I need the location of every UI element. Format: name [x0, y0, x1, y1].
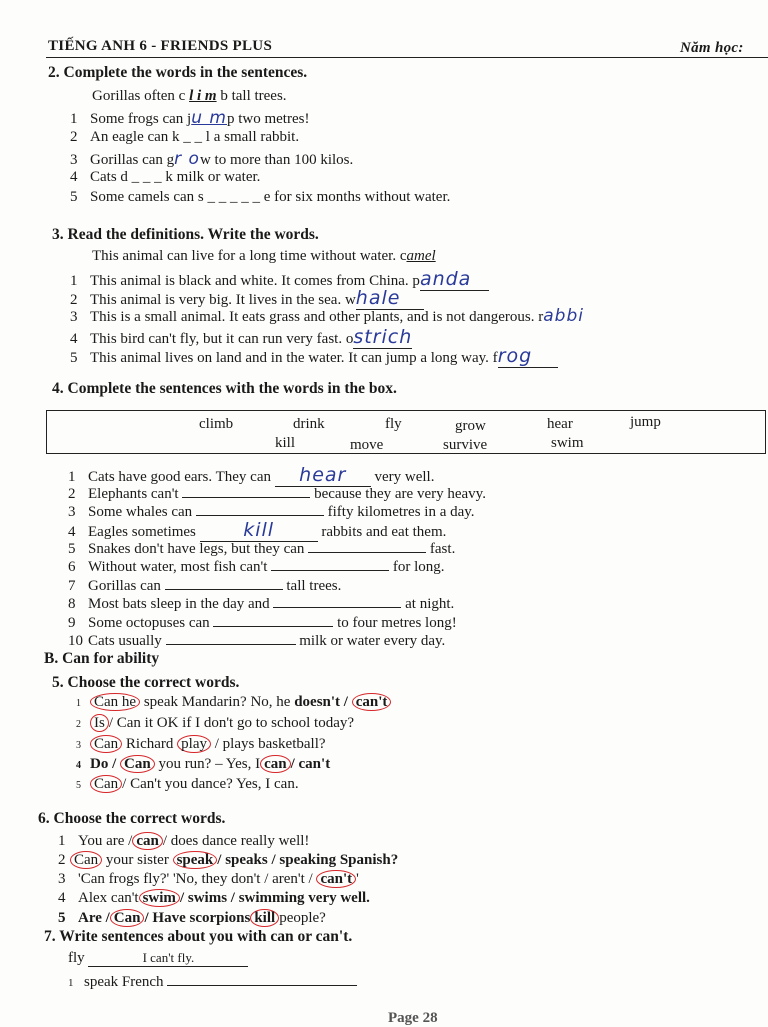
item-text: Some frogs can j — [90, 111, 192, 127]
item-number: 5 — [58, 910, 66, 926]
item-text: 'Can frogs fly?' 'No, they don't / aren't / — [78, 871, 313, 887]
circled-answer: Can — [90, 775, 122, 793]
circled-answer: Can — [90, 735, 122, 753]
example-label: fly — [68, 950, 85, 966]
item-text: Richard — [122, 736, 178, 752]
item-text-end: people? — [279, 910, 326, 926]
item-text: Cats have good ears. They can — [88, 469, 271, 485]
item-text-end: / speaks / speaking Spanish? — [217, 852, 399, 868]
example-text: This animal can live for a long time without water. c — [92, 248, 407, 264]
item-number: 3 — [70, 309, 78, 325]
item-text: speak Mandarin? No, he — [140, 694, 295, 710]
section-3-title: 3. Read the definitions. Write the words. — [52, 226, 319, 243]
s4-item-3 — [68, 501, 475, 521]
s4-item-9 — [68, 612, 457, 632]
item-text: This is a small animal. It eats grass and other plants, and is not dangerous. r — [90, 309, 544, 325]
item-text-end: / can't — [290, 756, 331, 772]
answer-blank — [167, 971, 357, 986]
example-answer: l i m — [189, 88, 217, 104]
item-number: 1 — [68, 469, 76, 485]
item-text-end: at night. — [405, 596, 455, 612]
circled-answer: Can he — [90, 693, 140, 711]
s3-item-5 — [70, 345, 558, 367]
item-text: Without water, most fish can't — [88, 559, 268, 575]
handwritten-answer: hale — [356, 287, 425, 310]
box-word-survive: survive — [443, 437, 488, 453]
box-word-climb: climb — [199, 416, 234, 432]
handwritten-answer: strich — [353, 326, 413, 348]
item-text: Cats usually — [88, 633, 162, 649]
s2-item-1 — [70, 108, 309, 128]
item-number: 8 — [68, 596, 76, 612]
item-number: 9 — [68, 615, 76, 631]
item-text: This animal is very big. It lives in the sea. w — [90, 292, 356, 308]
item-text: Most bats sleep in the day and — [88, 596, 270, 612]
item-number: 4 — [76, 760, 81, 771]
item-text-end: / does dance really well! — [162, 833, 310, 849]
item-text: This bird can't fly, but it can run very fast. o — [90, 331, 354, 347]
example-answer: I can't fly. — [88, 950, 248, 967]
item-text-end: / plays basketball? — [210, 736, 326, 752]
s4-item-5 — [68, 538, 455, 558]
handwritten-answer: hear — [275, 464, 371, 487]
item-text-end: because they are very heavy. — [314, 486, 486, 502]
section-4-title: 4. Complete the sentences with the words in the box. — [52, 380, 397, 397]
school-year-label: Năm học: — [680, 40, 744, 56]
box-word-swim: swim — [551, 435, 584, 451]
item-text: Gorillas can g — [90, 152, 175, 168]
option-text: Do / — [90, 756, 117, 772]
answer-blank — [182, 483, 310, 498]
item-text: Cats d _ _ _ k milk or water. — [90, 169, 261, 185]
box-word-fly: fly — [385, 416, 402, 432]
s4-item-6 — [68, 556, 445, 576]
item-number: 1 — [68, 977, 74, 989]
item-number: 10 — [68, 633, 83, 649]
s5-item-2 — [76, 714, 354, 732]
section-2-example — [92, 88, 287, 105]
s6-item-2 — [58, 851, 398, 869]
item-number: 5 — [70, 350, 78, 366]
item-number: 2 — [76, 719, 81, 730]
item-text-end: very well. — [374, 469, 435, 485]
s4-item-7 — [68, 575, 341, 595]
item-text-end: for long. — [392, 559, 445, 575]
answer-blank — [271, 556, 389, 571]
item-number: 1 — [76, 698, 81, 709]
item-number: 3 — [58, 871, 66, 887]
circled-answer: Can — [70, 851, 102, 869]
item-text: your sister — [102, 852, 173, 868]
box-word-hear: hear — [547, 416, 573, 432]
item-number: 3 — [76, 740, 81, 751]
item-text-end: w to more than 100 kilos. — [199, 152, 354, 168]
section-5-title: 5. Choose the correct words. — [52, 674, 240, 691]
section-7-title: 7. Write sentences about you with can or can't. — [44, 928, 353, 945]
item-text: / Have scorpions — [144, 910, 251, 926]
item-text: / Can it OK if I don't go to school today? — [108, 715, 355, 731]
answer-blank — [196, 501, 324, 516]
item-text-end: rabbits and eat them. — [321, 524, 447, 540]
page-number: Page 28 — [388, 1010, 438, 1026]
s5-item-4 — [76, 755, 330, 773]
item-text: This animal lives on land and in the water. It can jump a long way. f — [90, 350, 498, 366]
s6-item-1 — [58, 832, 309, 850]
answer-blank — [308, 538, 426, 553]
circled-answer: play — [177, 735, 211, 753]
s7-example — [68, 950, 248, 967]
s6-item-4 — [58, 889, 370, 907]
item-number: 5 — [70, 189, 78, 205]
handwritten-answer: abbi — [543, 306, 584, 326]
handwritten-answer: u m — [191, 108, 227, 128]
circled-answer: Can — [120, 755, 155, 773]
s4-item-8 — [68, 593, 454, 613]
option-text: doesn't / — [294, 694, 348, 710]
answer-blank — [166, 630, 296, 645]
example-answer: amel — [406, 248, 436, 264]
handwritten-answer: kill — [200, 519, 318, 542]
box-word-jump: jump — [630, 414, 661, 430]
box-word-move: move — [350, 437, 384, 453]
s7-item-1 — [68, 971, 357, 991]
section-2-title: 2. Complete the words in the sentences. — [48, 64, 308, 81]
item-text: Some octopuses can — [88, 615, 210, 631]
box-word-grow: grow — [455, 418, 486, 434]
item-number: 4 — [70, 169, 78, 185]
s4-item-2 — [68, 483, 486, 503]
handwritten-answer: r o — [174, 149, 200, 169]
box-word-drink: drink — [293, 416, 325, 432]
item-text-end: tall trees. — [286, 578, 342, 594]
item-text: Some camels can s _ _ _ _ _ e for six months without water. — [90, 189, 451, 205]
item-text: Snakes don't have legs, but they can — [88, 541, 305, 557]
section-6-title: 6. Choose the correct words. — [38, 810, 226, 827]
item-text: You are / — [78, 833, 133, 849]
circled-answer: speak — [173, 851, 218, 869]
item-number: 2 — [68, 486, 76, 502]
circled-answer: can — [132, 832, 163, 850]
answer-blank — [165, 575, 283, 590]
s6-item-5 — [58, 909, 326, 927]
item-number: 4 — [58, 890, 66, 906]
part-b-title: B. Can for ability — [44, 650, 160, 667]
answer-blank — [213, 612, 333, 627]
s5-item-1 — [76, 693, 391, 711]
header-rule — [46, 57, 768, 58]
item-text: you run? – Yes, I — [154, 756, 261, 772]
item-number: 4 — [70, 331, 78, 347]
item-text: speak French — [84, 974, 164, 990]
item-number: 3 — [70, 152, 78, 168]
item-text: Gorillas can — [88, 578, 161, 594]
item-text-end: fifty kilometres in a day. — [327, 504, 475, 520]
item-text-end: fast. — [429, 541, 456, 557]
box-word-kill: kill — [275, 435, 296, 451]
item-text: This animal is black and white. It comes from China. p — [90, 273, 420, 289]
item-text-end: p two metres! — [226, 111, 310, 127]
s2-item-5 — [70, 189, 450, 206]
circled-answer: can't — [316, 870, 356, 888]
item-number: 4 — [68, 524, 76, 540]
s4-item-10 — [68, 630, 445, 650]
item-number: 6 — [68, 559, 76, 575]
s5-item-5 — [76, 775, 299, 793]
s2-item-2 — [70, 129, 299, 146]
item-text: Alex can't — [78, 890, 139, 906]
item-text: Are / — [78, 910, 110, 926]
section-3-example — [92, 248, 436, 265]
s5-item-3 — [76, 735, 326, 753]
item-number: 2 — [58, 852, 66, 868]
item-number: 5 — [76, 780, 81, 791]
item-number: 7 — [68, 578, 76, 594]
item-number: 1 — [70, 111, 78, 127]
word-box — [46, 410, 766, 454]
circled-answer: can — [260, 755, 291, 773]
example-text-end: b tall trees. — [216, 88, 287, 104]
item-number: 1 — [70, 273, 78, 289]
item-number: 5 — [68, 541, 76, 557]
handwritten-answer: rog — [498, 345, 559, 368]
item-text-end: to four metres long! — [337, 615, 457, 631]
s2-item-3 — [70, 149, 353, 169]
item-number: 2 — [70, 129, 78, 145]
s2-item-4 — [70, 169, 260, 186]
handwritten-answer: anda — [420, 268, 489, 291]
item-text-end: ' — [356, 871, 359, 887]
circled-answer: kill — [250, 909, 279, 927]
item-text: Eagles sometimes — [88, 524, 196, 540]
answer-blank — [273, 593, 401, 608]
circled-answer: Can — [110, 909, 145, 927]
item-text: Some whales can — [88, 504, 193, 520]
s6-item-3 — [58, 870, 359, 888]
circled-answer: can't — [352, 693, 392, 711]
item-text: Elephants can't — [88, 486, 179, 502]
item-number: 2 — [70, 292, 78, 308]
item-number: 3 — [68, 504, 76, 520]
item-text-end: milk or water every day. — [299, 633, 446, 649]
worksheet-header-title: TIẾNG ANH 6 - FRIENDS PLUS — [48, 38, 273, 54]
item-number: 1 — [58, 833, 66, 849]
item-text: / Can't you dance? Yes, I can. — [122, 776, 299, 792]
item-text: An eagle can k _ _ l a small rabbit. — [90, 129, 300, 145]
circled-answer: swim — [139, 889, 180, 907]
circled-answer: Is — [90, 714, 109, 732]
s3-item-3 — [70, 306, 584, 326]
example-text: Gorillas often c — [92, 88, 190, 104]
item-text-end: / swims / swimming very well. — [179, 890, 370, 906]
